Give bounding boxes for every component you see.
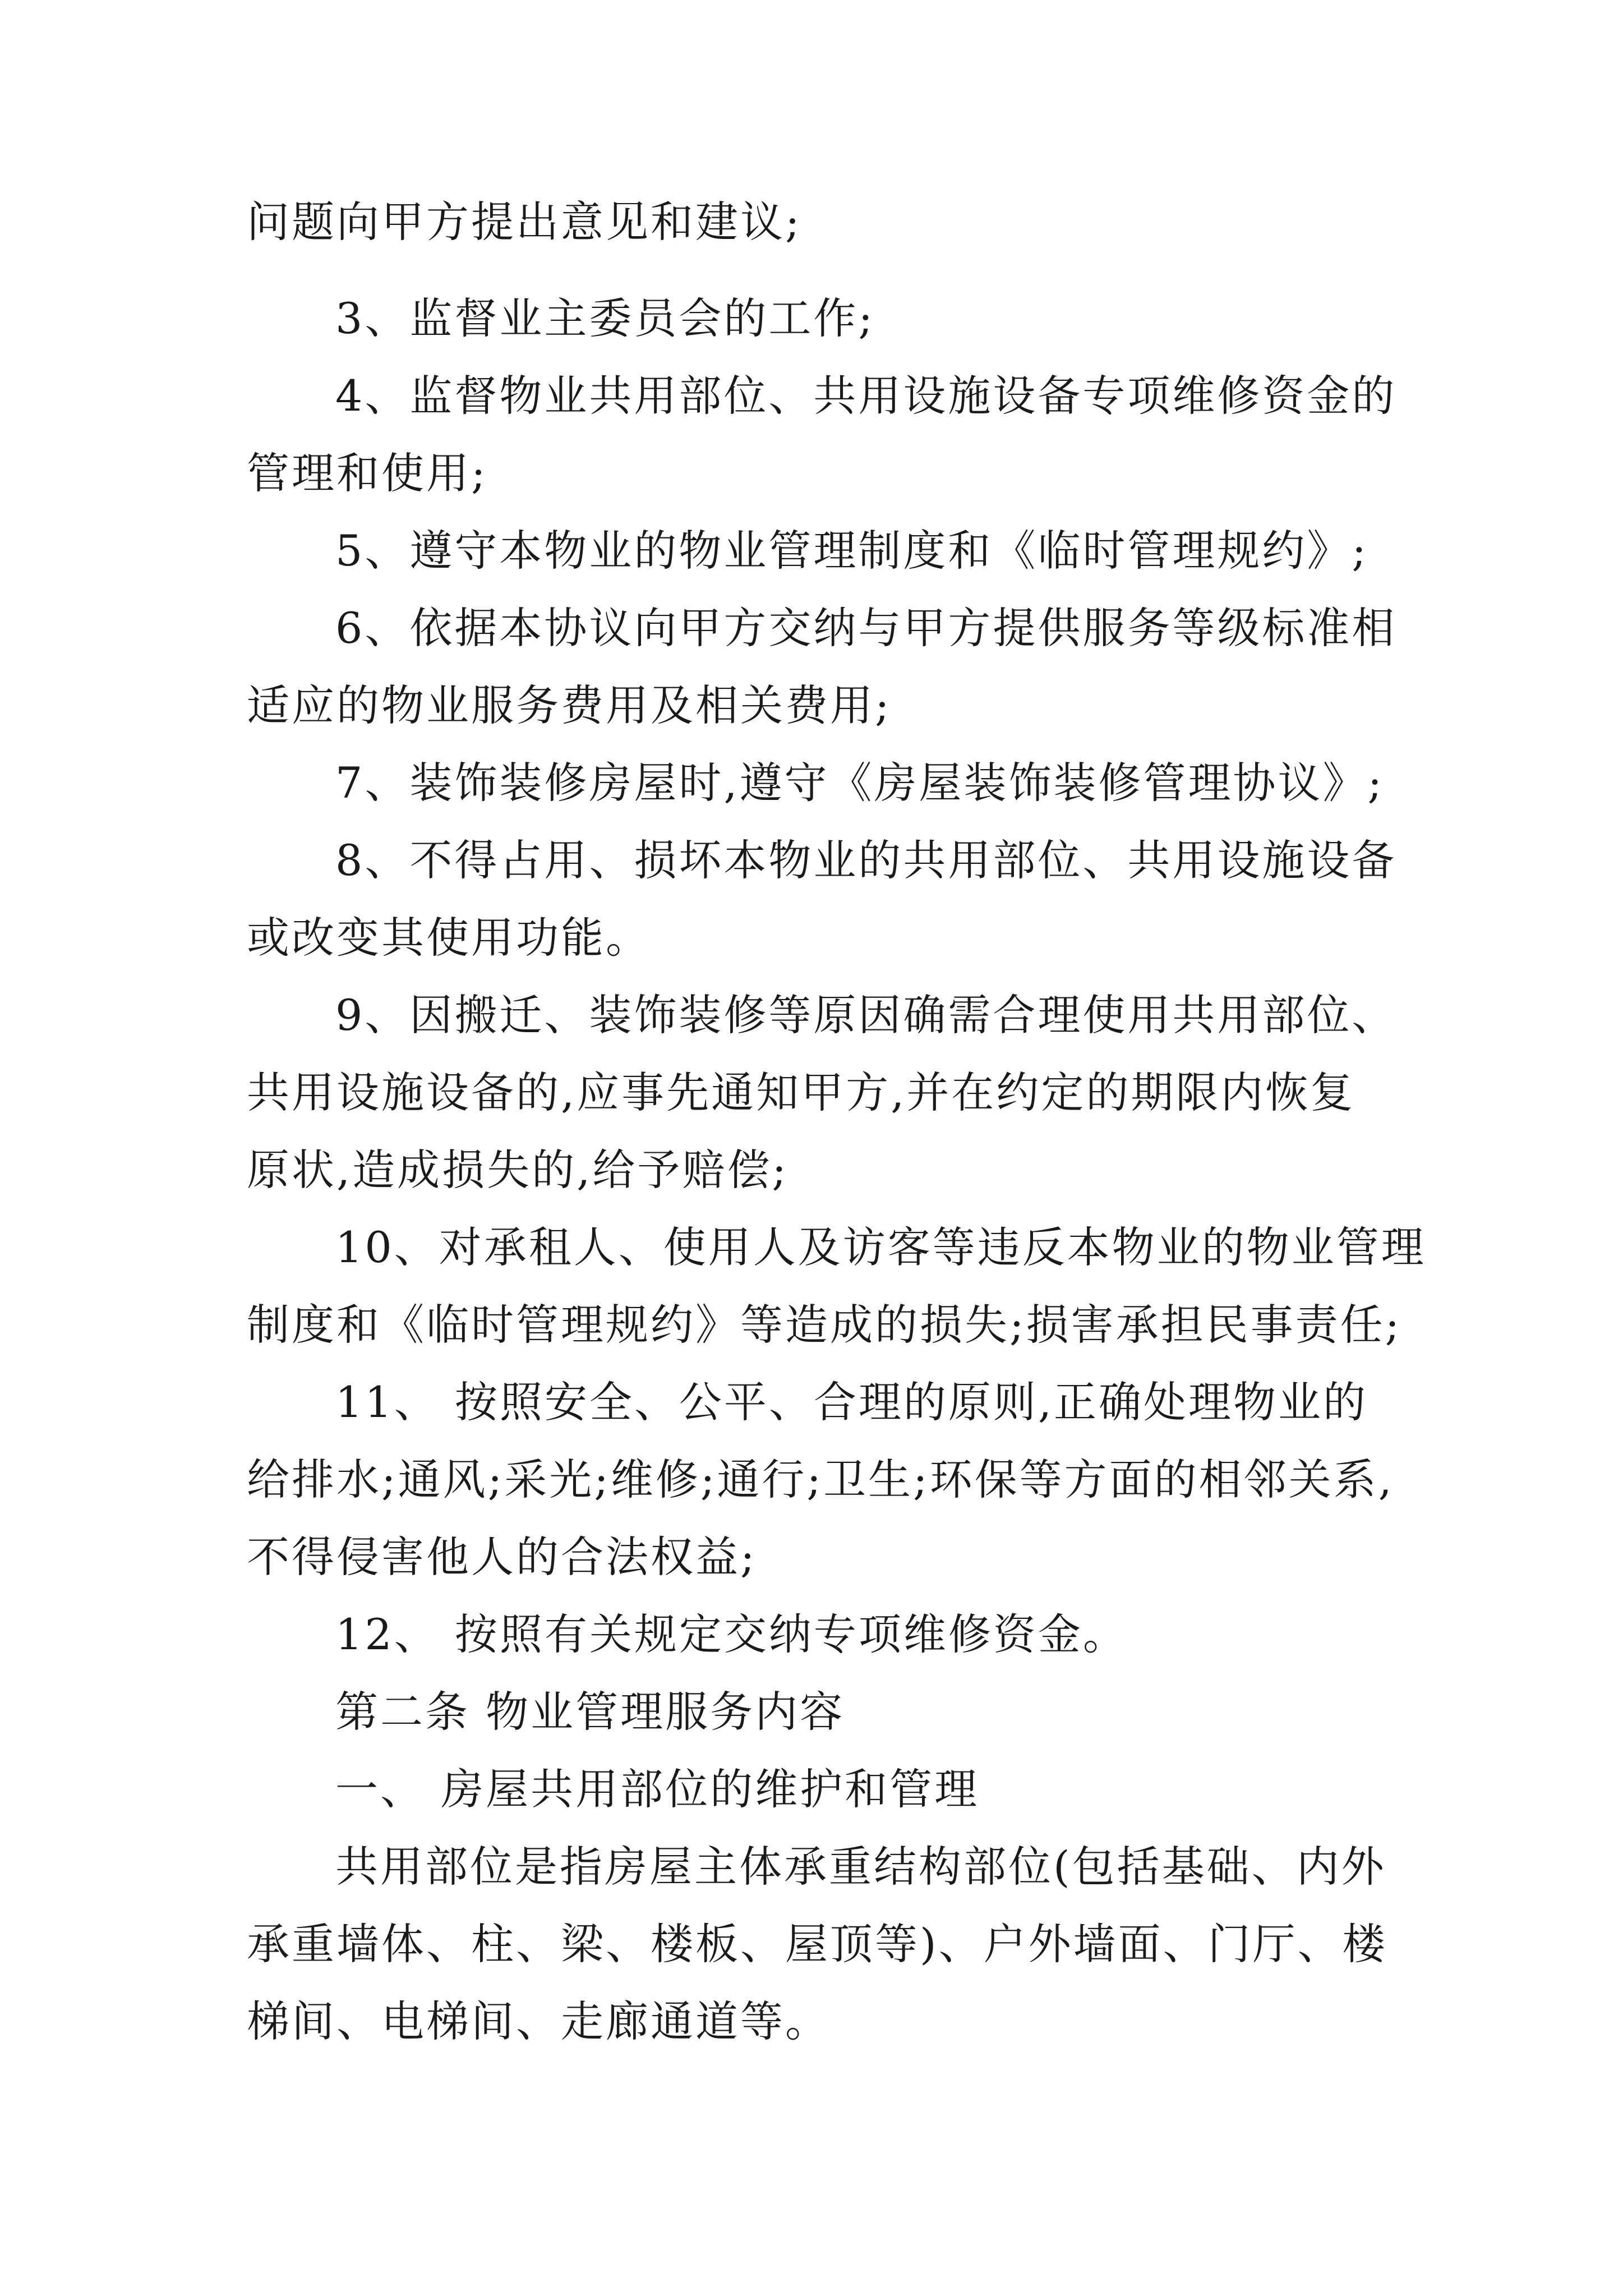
text-line: 12、 按照有关规定交纳专项维修资金。 (335, 1609, 1128, 1659)
text-line: 梯间、电梯间、走廊通道等。 (247, 1996, 830, 2046)
text-line: 7、装饰装修房屋时,遵守《房屋装饰装修管理协议》; (335, 758, 1385, 808)
text-line: 给排水;通风;采光;维修;通行;卫生;环保等方面的相邻关系, (247, 1455, 1394, 1504)
text-line: 原状,造成损失的,给予赔偿; (247, 1145, 789, 1195)
text-line: 10、对承租人、使用人及访客等违反本物业的物业管理 (335, 1222, 1426, 1272)
text-line: 管理和使用; (247, 448, 488, 498)
text-line: 5、遵守本物业的物业管理制度和《临时管理规约》; (335, 526, 1368, 576)
text-line: 或改变其使用功能。 (247, 913, 651, 963)
text-line: 8、不得占用、损坏本物业的共用部位、共用设施设备 (335, 835, 1397, 885)
text-line: 承重墙体、柱、梁、楼板、屋顶等)、户外墙面、门厅、楼 (247, 1919, 1387, 1969)
text-line: 11、 按照安全、公平、合理的原则,正确处理物业的 (335, 1377, 1368, 1427)
subsection-heading: 一、 房屋共用部位的维护和管理 (335, 1764, 980, 1814)
text-line: 问题向甲方提出意见和建议; (247, 197, 802, 247)
text-line: 不得侵害他人的合法权益; (247, 1532, 757, 1582)
text-line: 共用部位是指房屋主体承重结构部位(包括基础、内外 (335, 1842, 1386, 1892)
text-line: 6、依据本协议向甲方交纳与甲方提供服务等级标准相 (335, 603, 1397, 653)
text-line: 制度和《临时管理规约》等造成的损失;损害承担民事责任; (247, 1300, 1402, 1350)
text-line: 9、因搬迁、装饰装修等原因确需合理使用共用部位、 (335, 990, 1397, 1040)
text-line: 4、监督物业共用部位、共用设施设备专项维修资金的 (335, 371, 1397, 421)
text-line: 3、监督业主委员会的工作; (335, 293, 875, 343)
section-heading: 第二条 物业管理服务内容 (335, 1687, 845, 1737)
text-line: 共用设施设备的,应事先通知甲方,并在约定的期限内恢复 (247, 1068, 1355, 1117)
text-line: 适应的物业服务费用及相关费用; (247, 680, 892, 730)
